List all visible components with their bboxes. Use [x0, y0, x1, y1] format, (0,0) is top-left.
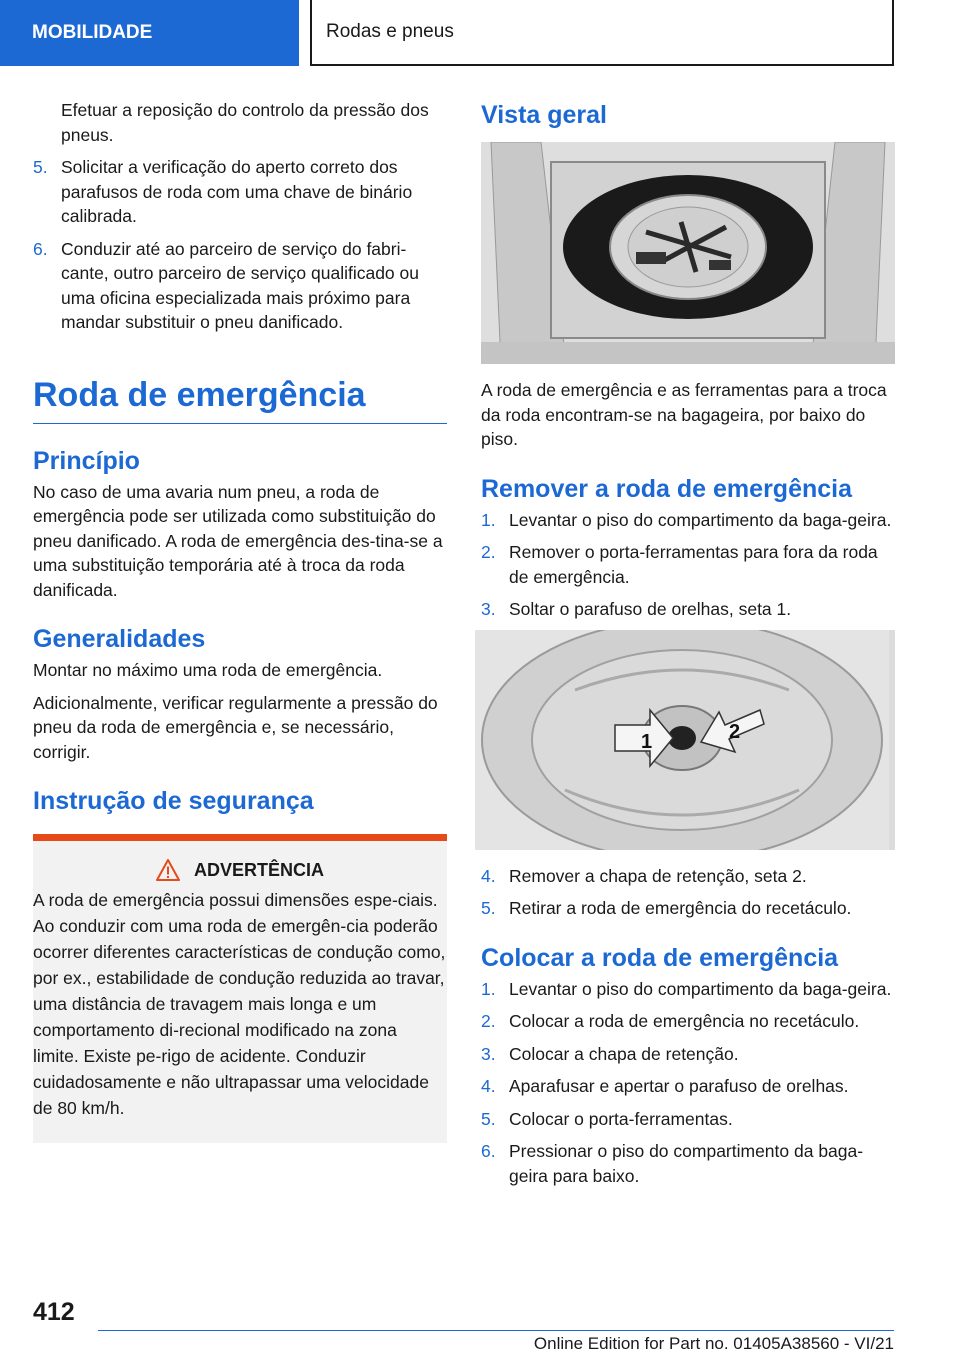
list-item	[481, 1107, 895, 1132]
step-text: Pressionar o piso do compartimento da baga-geira para baixo.	[509, 1141, 864, 1186]
remover-steps-b	[481, 864, 895, 921]
chapter-tab	[310, 0, 894, 66]
arrow-label-2: 2	[729, 720, 741, 743]
list-item	[481, 1042, 895, 1067]
arrow-label-1: 1	[641, 730, 653, 753]
warning-header	[33, 859, 447, 881]
step-continuation: Efetuar a reposição do controlo da pressão dos pneus.	[61, 100, 429, 145]
remover-heading: Remover a roda de emergência	[481, 474, 852, 503]
generalidades-text-2: Adicionalmente, verificar regularmente a pressão do pneu da roda de emergência e, se necessário, corrigir.	[33, 692, 438, 762]
step-text: Aparafusar e apertar o parafuso de orelhas.	[509, 1076, 849, 1096]
step-text: Levantar o piso do compartimento da baga-geira.	[509, 509, 892, 530]
step-text: Remover a chapa de retenção, seta 2.	[509, 865, 807, 886]
list-item	[481, 597, 895, 622]
step-number: 3.	[481, 599, 496, 619]
warning-box	[33, 834, 447, 1143]
left-column	[33, 98, 447, 1143]
colocar-heading: Colocar a roda de emergência	[481, 943, 839, 972]
step-number: 5.	[481, 1108, 496, 1129]
step-number: 4.	[481, 1076, 496, 1096]
step-text: Levantar o piso do compartimento da baga-geira.	[509, 978, 892, 999]
warning-text: A roda de emergência possui dimensões espe-ciais. Ao conduzir com uma roda de emergên-cia poderão ocorrer diferentes características de condução como, por ex., estabilidade de condução reduzida ao travar, uma distância de travagem mais longa e um comportamento di-recional modificado na zona limite. Existe pe-rigo de acidente. Conduzir cuidadosamente e não ultrapassar uma velocidade de 80 km/h.	[33, 890, 446, 1118]
remover-steps-a	[481, 508, 895, 622]
section-tab	[0, 0, 299, 66]
steps-list	[33, 155, 447, 335]
list-item	[481, 864, 895, 889]
step-number: 5.	[481, 898, 496, 918]
chapter-label: Rodas e pneus	[326, 21, 454, 42]
step-text: Soltar o parafuso de orelhas, seta 1.	[509, 599, 792, 619]
list-item	[481, 508, 895, 533]
edition-footer: Online Edition for Part no. 01405A38560 - VI/21	[533, 1334, 894, 1353]
footer-divider	[98, 1330, 894, 1331]
vista-heading: Vista geral	[481, 101, 608, 129]
generalidades-text-1: Montar no máximo uma roda de emergência.	[33, 660, 383, 680]
right-column	[481, 100, 895, 1196]
step-text: Colocar o porta-ferramentas.	[509, 1108, 733, 1129]
step-number: 5.	[33, 157, 48, 177]
warning-title: ADVERTÊNCIA	[193, 859, 324, 880]
step-number: 1.	[481, 978, 496, 999]
step-number: 2.	[481, 1011, 496, 1031]
colocar-steps	[481, 977, 895, 1189]
step-text: Solicitar a verificação do aperto correto dos parafusos de roda com uma chave de binário calibrada.	[61, 157, 413, 226]
warning-triangle-icon	[156, 859, 180, 881]
list-item	[33, 155, 447, 229]
trunk-overview-image	[481, 142, 895, 364]
step-text: Retirar a roda de emergência do recetáculo.	[509, 898, 852, 918]
page-title: Roda de emergência	[33, 375, 447, 424]
vista-caption: A roda de emergência e as ferramentas para a troca da roda encontram-se na bagageira, por baixo do piso.	[481, 380, 887, 449]
generalidades-heading: Generalidades	[33, 625, 206, 653]
list-item	[481, 1009, 895, 1034]
step-text: Colocar a roda de emergência no recetáculo.	[509, 1011, 860, 1031]
principio-heading: Princípio	[33, 446, 140, 475]
step-number: 1.	[481, 509, 496, 530]
principio-text: No caso de uma avaria num pneu, a roda de emergência pode ser utilizada como substituição do pneu danificado. A roda de emergência des-tina-se a uma substituição temporária até à troca da roda danificada.	[33, 481, 443, 600]
step-number: 4.	[481, 865, 496, 886]
step-number: 2.	[481, 542, 496, 562]
wing-bolt-image	[475, 630, 895, 850]
step-number: 6.	[481, 1141, 496, 1161]
seguranca-heading: Instrução de segurança	[33, 787, 314, 815]
list-item	[481, 540, 895, 589]
page-number: 412	[33, 1298, 75, 1326]
list-item	[481, 896, 895, 921]
step-number: 3.	[481, 1043, 496, 1064]
step-text: Remover o porta-ferramentas para fora da roda de emergência.	[509, 542, 878, 587]
list-item	[481, 977, 895, 1002]
section-label: MOBILIDADE	[32, 22, 153, 43]
step-text: Conduzir até ao parceiro de serviço do fabri-cante, outro parceiro de serviço qualificado ou uma oficina especializada mais próximo para mandar substituir o pneu danificado.	[61, 238, 419, 332]
list-item	[33, 237, 447, 335]
list-item	[481, 1139, 895, 1188]
list-item	[481, 1074, 895, 1099]
step-number: 6.	[33, 238, 48, 259]
step-text: Colocar a chapa de retenção.	[509, 1043, 739, 1064]
